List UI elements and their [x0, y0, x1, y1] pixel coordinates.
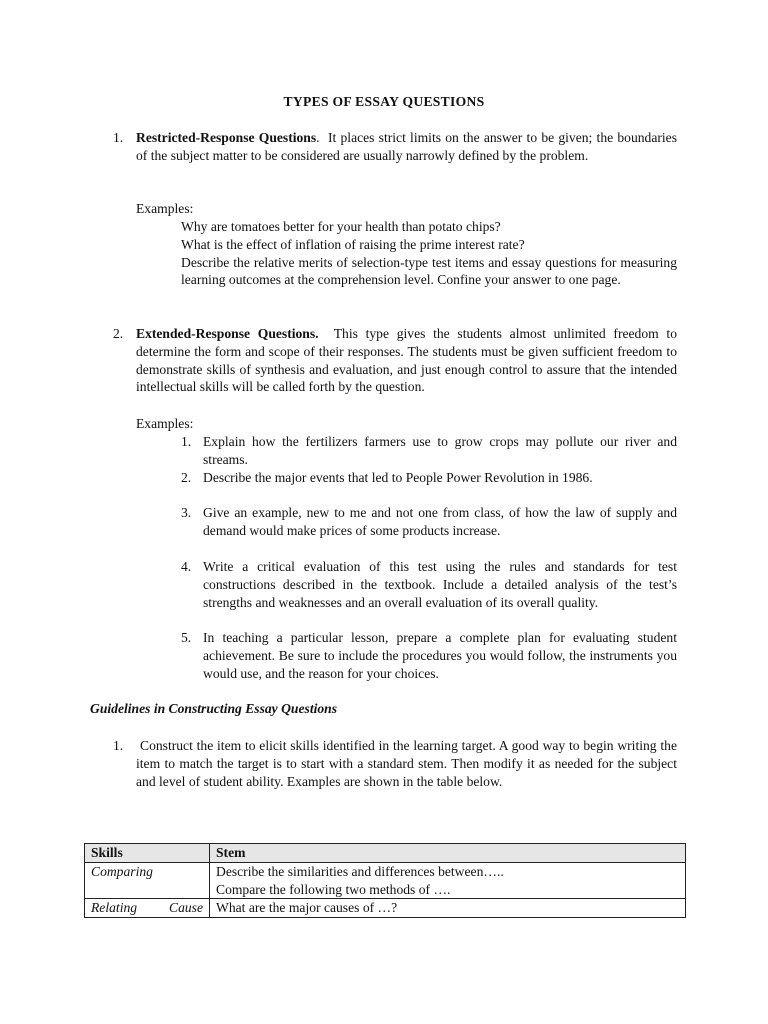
table-row	[85, 862, 686, 899]
stem-line: Describe the similarities and differences between…..	[216, 863, 504, 879]
section-1-body: It places strict limits on the answer to be given; the boundaries of the subject matter to be considered are usually narrowly defined by the problem.	[136, 130, 677, 163]
section-2-heading: Extended-Response Questions.	[136, 326, 319, 341]
section-1-examples-label: Examples:	[136, 201, 194, 216]
stem-line: Compare the following two methods of ….	[216, 881, 451, 897]
section-2-examples-label: Examples:	[136, 416, 194, 431]
guideline-1-number: 1.	[113, 738, 124, 753]
page-title: TYPES OF ESSAY QUESTIONS	[283, 94, 485, 109]
list-item	[181, 504, 677, 540]
list-item	[181, 629, 677, 682]
table-row	[85, 899, 686, 918]
stem-line: What are the major causes of …?	[216, 900, 398, 916]
skill-word: Cause	[169, 900, 203, 916]
list-item-text: Write a critical evaluation of this test using the rules and standards for test constructions described in the textbook. Include a detailed analysis of the test’s strengths and weaknesses and an overall evaluation of its overall quality.	[203, 559, 677, 610]
table-header-row	[85, 844, 686, 863]
section-1-examples	[181, 218, 677, 289]
section-1-number: 1.	[113, 130, 124, 145]
table-cell-stem	[210, 862, 686, 899]
list-item-text: In teaching a particular lesson, prepare a complete plan for evaluating student achievement. Be sure to include the procedures you would follow, the instruments you would use, and the reason for your choices.	[203, 630, 677, 681]
section-1-paragraph	[136, 129, 677, 165]
guideline-1-text: Construct the item to elicit skills identified in the learning target. A good way to begin writing the item to match the target is to start with a standard stem. Then modify it as needed for the subject and level of student ability. Examples are shown in the table below.	[136, 738, 677, 789]
section-2-paragraph	[136, 325, 677, 396]
skill-word: Relating	[91, 900, 138, 916]
list-item	[181, 469, 677, 487]
table-cell-stem	[210, 899, 686, 918]
list-item-number: 2.	[181, 470, 192, 485]
list-item-number: 3.	[181, 505, 192, 520]
section-2-body: This type gives the students almost unlimited freedom to determine the form and scope of their responses. The students must be given sufficient freedom to demonstrate skills of synthesis and evaluation, and just enough control to assure that the intended intellectual skills will be called forth by the question.	[136, 326, 677, 395]
skills-stem-table	[84, 843, 686, 918]
guidelines-heading: Guidelines in Constructing Essay Questions	[90, 701, 338, 716]
example-line: What is the effect of inflation of raising the prime interest rate?	[181, 236, 525, 252]
table-header-skills: Skills	[85, 844, 210, 863]
section-1-heading: Restricted-Response Questions	[136, 130, 317, 145]
list-item-text: Describe the major events that led to People Power Revolution in 1986.	[203, 470, 593, 485]
list-item	[181, 433, 677, 469]
table-header-stem: Stem	[210, 844, 686, 863]
section-1-heading-punct: .	[316, 130, 320, 145]
table-cell-skill	[85, 899, 210, 918]
section-2-number: 2.	[113, 326, 124, 341]
example-line: Why are tomatoes better for your health than potato chips?	[181, 219, 501, 234]
list-item-number: 4.	[181, 559, 192, 574]
list-item-text: Explain how the fertilizers farmers use to grow crops may pollute our river and streams.	[203, 434, 677, 467]
table-cell-skill: Comparing	[85, 862, 210, 899]
list-item-number: 5.	[181, 630, 192, 645]
list-item	[181, 558, 677, 611]
list-item-text: Give an example, new to me and not one from class, of how the law of supply and demand would make prices of some products increase.	[203, 505, 677, 538]
list-item-number: 1.	[181, 434, 192, 449]
example-line: Describe the relative merits of selection-type test items and essay questions for measuring learning outcomes at the comprehension level. Confine your answer to one page.	[181, 254, 677, 288]
